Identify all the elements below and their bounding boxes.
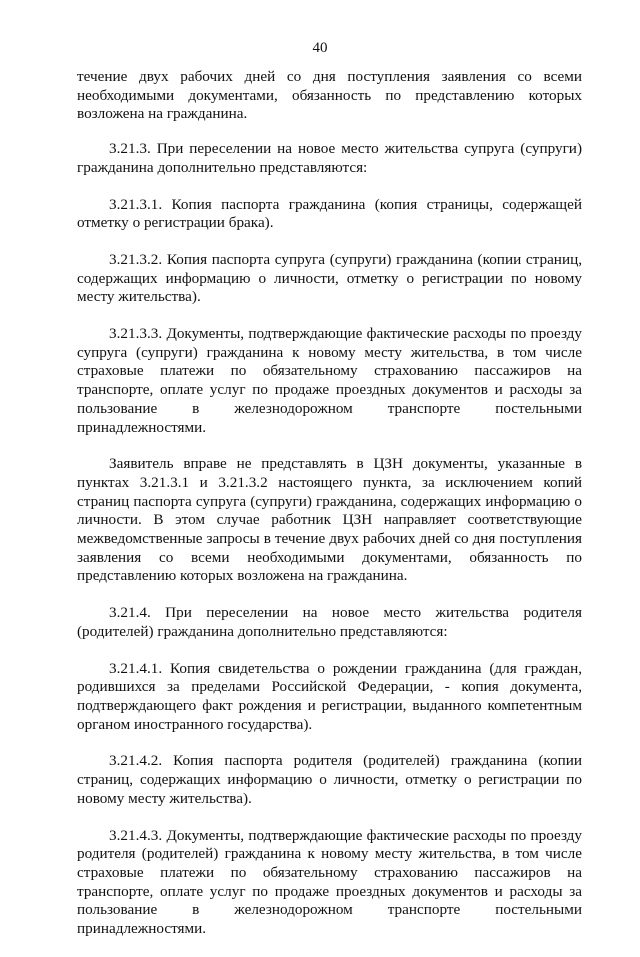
- document-body: [77, 68, 582, 957]
- paragraph-applicant-right: Заявитель вправе не представлять в ЦЗН документы, указанные в пунктах 3.21.3.1 и 3.21.3.2 настоящего пункта, за исключением копий страниц паспорта супруга (супруги) гражданина, содержащих информацию о личности. В этом случае работник ЦЗН направляет соответствующие межведомственные запросы в течение двух рабочих дней со дня поступления заявления со всеми необходимыми документами, обязанность по представлению которых возложена на гражданина.: [77, 455, 582, 585]
- paragraph-3-21-3-3: 3.21.3.3. Документы, подтверждающие фактические расходы по проезду супруга (супруги) гражданина к новому месту жительства, в том числе страховые платежи по обязательному страхованию пассажиров на транспорте, оплате услуг по продаже проездных документов и расходы за пользование в железнодорожном транспорте постельными принадлежностями.: [77, 325, 582, 436]
- paragraph-3-21-3-2: 3.21.3.2. Копия паспорта супруга (супруги) гражданина (копии страниц, содержащих информацию о личности, отметку о регистрации по новому месту жительства).: [77, 250, 582, 306]
- paragraph-3-21-3: 3.21.3. При переселении на новое место жительства супруга (супруги) гражданина дополнительно представляются:: [77, 140, 582, 176]
- paragraph-3-21-4-1: 3.21.4.1. Копия свидетельства о рождении гражданина (для граждан, родившихся за пределами Российской Федерации, - копия документа, подтверждающего факт рождения и регистрации, выданного компетентным органом иностранного государства).: [77, 659, 582, 733]
- paragraph-3-21-4-3: 3.21.4.3. Документы, подтверждающие фактические расходы по проезду родителя (родителей) гражданина к новому месту жительства, в том числе страховые платежи по обязательному страхованию пассажиров на транспорте, оплате услуг по продаже проездных документов и расходы за пользование в железнодорожном транспорте постельными принадлежностями.: [77, 826, 582, 938]
- paragraph-3-21-3-1: 3.21.3.1. Копия паспорта гражданина (копия страницы, содержащей отметку о регистрации брака).: [77, 195, 582, 232]
- paragraph-3-21-4-2: 3.21.4.2. Копия паспорта родителя (родителей) гражданина (копии страниц, содержащих информацию о личности, отметку о регистрации по новому месту жительства).: [77, 752, 582, 807]
- paragraph-continuation: течение двух рабочих дней со дня поступления заявления со всеми необходимыми документами, обязанность по представлению которых возложена на гражданина.: [77, 68, 582, 123]
- paragraph-3-21-4: 3.21.4. При переселении на новое место жительства родителя (родителей) гражданина дополнительно представляются:: [77, 604, 582, 640]
- page-number: 40: [312, 40, 328, 56]
